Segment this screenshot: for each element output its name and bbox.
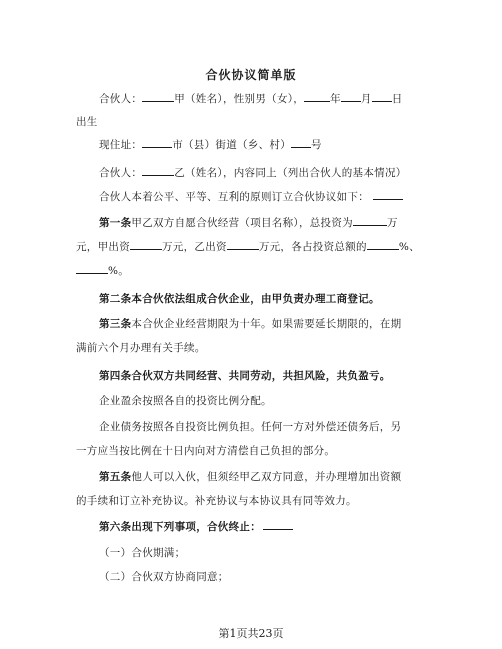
partner-b-line xyxy=(99,165,407,180)
article-3-line-b: 满前六个月办理有关手续。 xyxy=(76,342,206,354)
percent-sep: %、 xyxy=(398,241,420,253)
blank-termination xyxy=(263,519,293,530)
page-number: 第1页共23页 xyxy=(218,627,284,640)
day-label: 日 xyxy=(391,93,403,105)
list-item-2: （二）合伙双方协商同意； xyxy=(99,571,229,583)
principle-line xyxy=(99,189,403,204)
document-title: 合伙协议简单版 xyxy=(205,68,297,82)
article-5-line-a xyxy=(99,469,401,484)
partner-b-label: 合伙人： xyxy=(99,167,143,179)
article-4-para-2b: 一方应当按比例在十日内向对方清偿自己负担的部分。 xyxy=(76,445,336,457)
article-4-para-1: 企业盈余按照各自的投资比例分配。 xyxy=(99,395,272,407)
partner-a-line xyxy=(99,91,403,106)
blank-party-a-investment xyxy=(130,239,162,250)
blank-name-b xyxy=(142,165,174,176)
blank-city xyxy=(142,137,172,148)
partner-b-info: 乙（姓名），内容同上（列出合伙人的基本情况） xyxy=(174,167,407,179)
address-line xyxy=(99,137,322,152)
address-label: 现住址： xyxy=(99,139,143,151)
percent-end: %。 xyxy=(108,265,130,277)
list-item-1: （一）合伙期满； xyxy=(99,547,186,559)
article-6-line xyxy=(99,519,293,534)
article-1-line-a xyxy=(99,215,398,230)
article-3-heading: 第三条 xyxy=(99,318,132,330)
article-4-para-2a: 企业债务按照各自投资比例负担。任何一方对外偿还债务后，另 xyxy=(99,421,402,433)
article-1-text: 甲乙双方自愿合伙经营（项目名称），总投资为 xyxy=(131,217,353,229)
blank-party-b-investment xyxy=(227,239,259,250)
birth-line: 出生 xyxy=(76,116,98,128)
article-1-heading: 第一条 xyxy=(99,217,132,229)
blank-month xyxy=(341,91,361,102)
article-5-heading: 第五条 xyxy=(99,471,132,483)
blank-ratio-b xyxy=(76,263,108,274)
article-1-line-c xyxy=(76,263,129,278)
address-detail: 市（县）街道（乡、村） xyxy=(172,139,292,151)
blank-ratio-a xyxy=(367,239,399,250)
article-2: 第二条本合伙依法组成合伙企业，由甲负责办理工商登记。 xyxy=(99,293,380,305)
principle-text: 合伙人本着公平、平等、互利的原则订立合伙协议如下： xyxy=(99,191,369,203)
unit-wan: 万 xyxy=(386,217,398,229)
partner-a-label: 合伙人： xyxy=(99,93,143,105)
party-a-investment-label: 元，甲出资 xyxy=(76,241,130,253)
partner-a-info: 甲（姓名），性别男（女）， xyxy=(174,93,305,105)
year-label: 年 xyxy=(330,93,341,105)
article-3-line-a xyxy=(99,316,401,331)
blank-principle xyxy=(373,189,403,200)
party-b-investment-label: 万元，乙出资 xyxy=(162,241,227,253)
blank-number xyxy=(291,137,311,148)
article-4: 第四条合伙双方共同经营、共同劳动，共担风险，共负盈亏。 xyxy=(99,370,391,382)
article-3-text: 本合伙企业经营期限为十年。如果需要延长期限的，在期 xyxy=(131,318,402,330)
number-label: 号 xyxy=(311,139,322,151)
blank-total-investment xyxy=(353,215,387,226)
article-5-line-b: 的手续和订立补充协议。补充协议与本协议具有同等效力。 xyxy=(76,495,357,507)
blank-name-a xyxy=(142,91,174,102)
blank-day xyxy=(372,91,392,102)
ratio-label: 万元，各占投资总额的 xyxy=(258,241,367,253)
article-1-line-b xyxy=(76,239,420,254)
article-6-text: 第六条出现下列事项，合伙终止： xyxy=(99,521,261,533)
month-label: 月 xyxy=(360,93,372,105)
blank-year xyxy=(304,91,330,102)
article-5-text: 他人可以入伙，但须经甲乙双方同意，并办理增加出资额 xyxy=(131,471,402,483)
